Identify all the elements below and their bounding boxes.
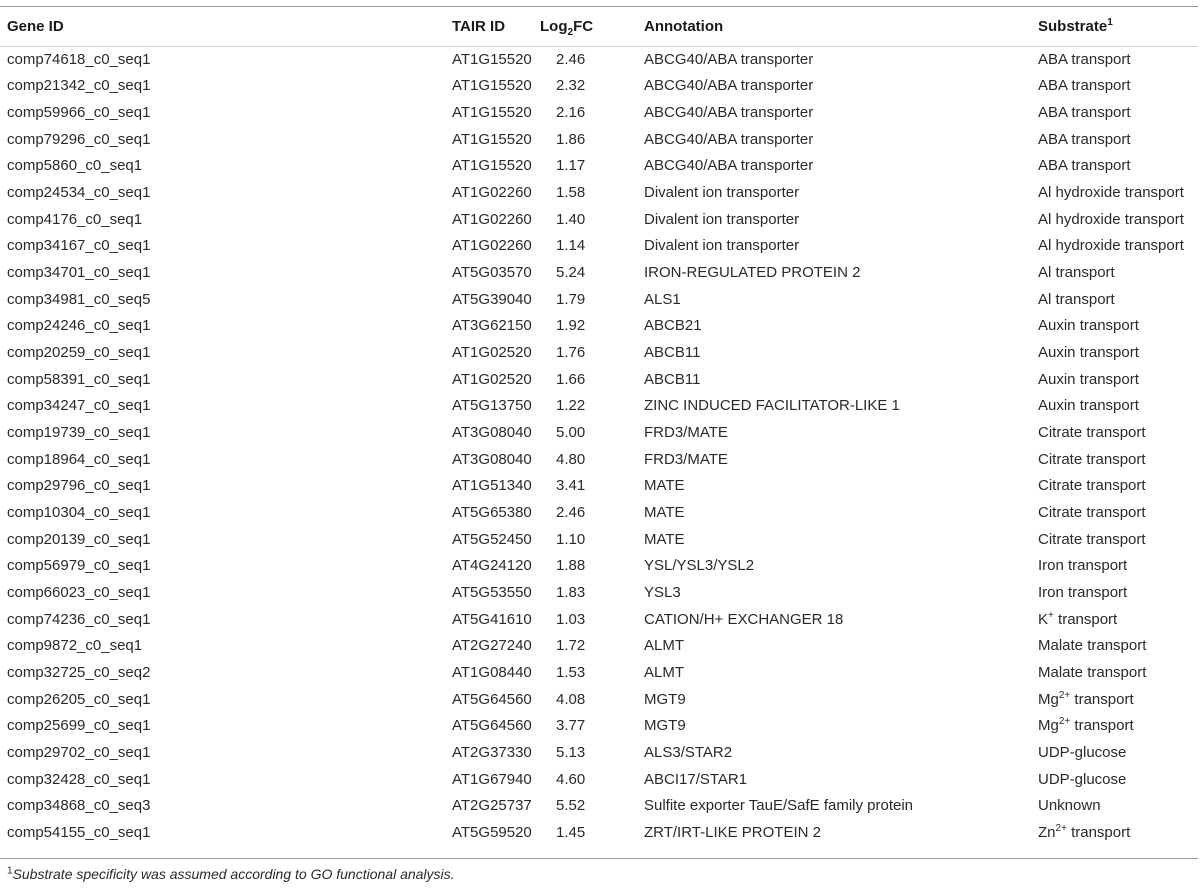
cell-log2fc: 5.00: [556, 424, 586, 442]
cell-substrate: [1031, 99, 1198, 126]
cell-gene-id: comp9872_c0_seq1: [7, 637, 143, 655]
cell-gene-id: comp32725_c0_seq2: [7, 663, 151, 681]
cell-gene-id: comp5860_c0_seq1: [7, 157, 143, 175]
substrate-text: Auxin transport: [1038, 397, 1139, 415]
cell-substrate: [1031, 819, 1198, 846]
cell-log2fc: 1.58: [556, 184, 586, 202]
cell-tair-id: AT5G53550: [452, 583, 532, 601]
cell-annotation: Divalent ion transporter: [644, 210, 800, 228]
cell-tair-id: AT4G24120: [452, 557, 532, 575]
cell-gene-id: comp66023_c0_seq1: [7, 583, 151, 601]
table-row: [0, 606, 1198, 633]
substrate-text: ABA transport: [1038, 130, 1131, 148]
cell-log2fc: 1.03: [556, 610, 586, 628]
cell-log2fc: 1.22: [556, 397, 586, 415]
cell-annotation: MGT9: [644, 690, 686, 708]
cell-gene-id: comp34167_c0_seq1: [7, 237, 151, 255]
substrate-text: Mg: [1038, 690, 1059, 708]
table-row: [0, 393, 1198, 420]
substrate-text: Malate transport: [1038, 663, 1147, 681]
cell-tair-id: AT1G02260: [452, 210, 532, 228]
cell-annotation: MATE: [644, 530, 685, 548]
table-row: [0, 179, 1198, 206]
table-row: [0, 126, 1198, 153]
cell-annotation: MGT9: [644, 717, 686, 735]
cell-gene-id: comp59966_c0_seq1: [7, 104, 151, 122]
cell-tair-id: AT1G02260: [452, 237, 532, 255]
cell-substrate: [1031, 126, 1198, 153]
substrate-text: Al hydroxide transport: [1038, 184, 1184, 202]
table-row: [0, 366, 1198, 393]
table-row: [0, 499, 1198, 526]
table-row: [0, 473, 1198, 500]
cell-log2fc: 5.13: [556, 743, 586, 761]
substrate-charge-superscript: 2+: [1058, 689, 1071, 701]
table-row: [0, 153, 1198, 180]
substrate-text: Auxin transport: [1038, 344, 1139, 362]
cell-gene-id: comp29702_c0_seq1: [7, 743, 151, 761]
cell-tair-id: AT5G39040: [452, 290, 532, 308]
cell-substrate: [1031, 46, 1198, 73]
cell-gene-id: comp21342_c0_seq1: [7, 77, 151, 95]
cell-substrate: [1031, 73, 1198, 100]
table-row: [0, 686, 1198, 713]
substrate-text: Auxin transport: [1038, 370, 1139, 388]
table-row: [0, 552, 1198, 579]
cell-tair-id: AT2G25737: [452, 797, 532, 815]
cell-log2fc: 1.10: [556, 530, 586, 548]
header-annotation: Annotation: [644, 17, 724, 35]
cell-tair-id: AT5G52450: [452, 530, 532, 548]
cell-annotation: YSL/YSL3/YSL2: [644, 557, 755, 575]
substrate-charge-superscript: +: [1048, 609, 1054, 621]
cell-substrate: [1031, 153, 1198, 180]
substrate-text: UDP-glucose: [1038, 743, 1127, 761]
cell-substrate: [1031, 446, 1198, 473]
cell-substrate: [1031, 419, 1198, 446]
cell-annotation: CATION/H+ EXCHANGER 18: [644, 610, 844, 628]
cell-gene-id: comp19739_c0_seq1: [7, 424, 151, 442]
cell-gene-id: comp34868_c0_seq3: [7, 797, 151, 815]
substrate-text: Citrate transport: [1038, 503, 1146, 521]
cell-annotation: ABCG40/ABA transporter: [644, 130, 814, 148]
cell-gene-id: comp74618_c0_seq1: [7, 50, 151, 68]
cell-substrate: [1031, 233, 1198, 260]
cell-annotation: ABCB11: [644, 370, 701, 388]
header-gene-id: Gene ID: [7, 17, 64, 35]
cell-annotation: YSL3: [644, 583, 681, 601]
table-row: [0, 792, 1198, 819]
cell-tair-id: AT1G02520: [452, 370, 532, 388]
header-log-subscript: 2: [567, 26, 574, 38]
table-row: [0, 739, 1198, 766]
cell-gene-id: comp29796_c0_seq1: [7, 477, 151, 495]
cell-log2fc: 2.46: [556, 503, 586, 521]
cell-substrate: [1031, 739, 1198, 766]
substrate-text-suffix: transport: [1070, 690, 1134, 708]
header-log-prefix: Log: [540, 17, 568, 35]
cell-gene-id: comp56979_c0_seq1: [7, 557, 151, 575]
cell-gene-id: comp32428_c0_seq1: [7, 770, 151, 788]
cell-annotation: Divalent ion transporter: [644, 237, 800, 255]
cell-tair-id: AT3G62150: [452, 317, 532, 335]
substrate-text: Unknown: [1038, 797, 1101, 815]
cell-annotation: ABCG40/ABA transporter: [644, 77, 814, 95]
cell-annotation: ABCB11: [644, 344, 701, 362]
cell-log2fc: 1.40: [556, 210, 586, 228]
substrate-text-suffix: transport: [1070, 717, 1134, 735]
substrate-text: Al hydroxide transport: [1038, 237, 1184, 255]
substrate-text: K: [1038, 610, 1049, 628]
cell-annotation: ALMT: [644, 663, 685, 681]
substrate-text: Al transport: [1038, 290, 1115, 308]
cell-log2fc: 1.66: [556, 370, 586, 388]
table-row: [0, 233, 1198, 260]
table-row: [0, 579, 1198, 606]
substrate-text: ABA transport: [1038, 157, 1131, 175]
footnote-text: Substrate specificity was assumed according to GO functional analysis.: [12, 866, 455, 882]
cell-gene-id: comp24534_c0_seq1: [7, 184, 151, 202]
cell-substrate: [1031, 712, 1198, 739]
cell-gene-id: comp10304_c0_seq1: [7, 503, 151, 521]
substrate-text: Citrate transport: [1038, 450, 1146, 468]
cell-gene-id: comp34701_c0_seq1: [7, 264, 151, 282]
substrate-charge-superscript: 2+: [1058, 716, 1071, 728]
cell-log2fc: 1.76: [556, 344, 586, 362]
cell-substrate: [1031, 686, 1198, 713]
cell-tair-id: AT5G64560: [452, 717, 532, 735]
header-log-suffix: FC: [573, 17, 594, 35]
substrate-charge-superscript: 2+: [1055, 822, 1067, 834]
cell-tair-id: AT1G67940: [452, 770, 532, 788]
cell-substrate: [1031, 632, 1198, 659]
substrate-text: Citrate transport: [1038, 530, 1146, 548]
cell-substrate: [1031, 286, 1198, 313]
footnote-marker: 1: [7, 865, 13, 877]
cell-substrate: [1031, 526, 1198, 553]
cell-log2fc: 1.72: [556, 637, 586, 655]
table-row: [0, 73, 1198, 100]
cell-tair-id: AT3G08040: [452, 424, 532, 442]
cell-annotation: MATE: [644, 503, 685, 521]
cell-annotation: ABCG40/ABA transporter: [644, 50, 814, 68]
cell-substrate: [1031, 259, 1198, 286]
cell-substrate: [1031, 499, 1198, 526]
cell-log2fc: 1.92: [556, 317, 586, 335]
substrate-text-suffix: transport: [1053, 610, 1118, 628]
table-row: [0, 99, 1198, 126]
header-substrate-label: Substrate: [1038, 17, 1108, 35]
cell-log2fc: 3.77: [556, 717, 586, 735]
table-row: [0, 766, 1198, 793]
cell-tair-id: AT1G08440: [452, 663, 532, 681]
table-row: [0, 446, 1198, 473]
cell-annotation: Sulfite exporter TauE/SafE family protein: [644, 797, 914, 815]
cell-substrate: [1031, 206, 1198, 233]
cell-log2fc: 1.86: [556, 130, 586, 148]
cell-substrate: [1031, 366, 1198, 393]
table-row: [0, 712, 1198, 739]
cell-tair-id: AT5G03570: [452, 264, 532, 282]
cell-tair-id: AT1G15520: [452, 104, 532, 122]
header-substrate-footnote-marker: 1: [1107, 16, 1113, 28]
cell-log2fc: 4.80: [556, 450, 586, 468]
cell-annotation: MATE: [644, 477, 685, 495]
cell-log2fc: 2.16: [556, 104, 586, 122]
substrate-text: Zn: [1038, 823, 1056, 841]
cell-log2fc: 5.52: [556, 797, 586, 815]
cell-substrate: [1031, 579, 1198, 606]
cell-substrate: [1031, 393, 1198, 420]
cell-gene-id: comp4176_c0_seq1: [7, 210, 143, 228]
substrate-text: Iron transport: [1038, 583, 1128, 601]
table-row: [0, 339, 1198, 366]
cell-tair-id: AT2G37330: [452, 743, 532, 761]
cell-gene-id: comp24246_c0_seq1: [7, 317, 151, 335]
cell-substrate: [1031, 792, 1198, 819]
substrate-text: Iron transport: [1038, 557, 1128, 575]
substrate-text: Auxin transport: [1038, 317, 1139, 335]
cell-substrate: [1031, 179, 1198, 206]
cell-substrate: [1031, 606, 1198, 633]
cell-tair-id: AT1G51340: [452, 477, 532, 495]
cell-annotation: ZINC INDUCED FACILITATOR-LIKE 1: [644, 397, 900, 415]
table-row: [0, 286, 1198, 313]
gene-transporter-table: [0, 6, 1198, 846]
substrate-text: Citrate transport: [1038, 424, 1146, 442]
cell-tair-id: AT1G15520: [452, 130, 532, 148]
cell-tair-id: AT3G08040: [452, 450, 532, 468]
cell-annotation: FRD3/MATE: [644, 450, 728, 468]
table-row: [0, 259, 1198, 286]
cell-gene-id: comp58391_c0_seq1: [7, 370, 151, 388]
cell-gene-id: comp20139_c0_seq1: [7, 530, 151, 548]
cell-tair-id: AT1G15520: [452, 157, 532, 175]
cell-log2fc: 3.41: [556, 477, 586, 495]
substrate-text: Citrate transport: [1038, 477, 1146, 495]
table-row: [0, 206, 1198, 233]
cell-gene-id: comp25699_c0_seq1: [7, 717, 151, 735]
cell-gene-id: comp34981_c0_seq5: [7, 290, 151, 308]
cell-tair-id: AT1G15520: [452, 77, 532, 95]
table-row: [0, 419, 1198, 446]
table-row: [0, 313, 1198, 340]
cell-gene-id: comp18964_c0_seq1: [7, 450, 151, 468]
substrate-text: Al transport: [1038, 264, 1115, 282]
cell-gene-id: comp20259_c0_seq1: [7, 344, 151, 362]
substrate-text-suffix: transport: [1066, 823, 1131, 841]
cell-log2fc: 2.46: [556, 50, 586, 68]
cell-log2fc: 1.88: [556, 557, 586, 575]
cell-annotation: ALMT: [644, 637, 685, 655]
cell-annotation: ZRT/IRT-LIKE PROTEIN 2: [644, 823, 821, 841]
table-row: [0, 819, 1198, 846]
cell-gene-id: comp79296_c0_seq1: [7, 130, 151, 148]
cell-tair-id: AT5G13750: [452, 397, 532, 415]
substrate-text: Al hydroxide transport: [1038, 210, 1184, 228]
cell-annotation: IRON-REGULATED PROTEIN 2: [644, 264, 861, 282]
cell-gene-id: comp54155_c0_seq1: [7, 823, 151, 841]
cell-log2fc: 1.45: [556, 823, 586, 841]
cell-annotation: ALS1: [644, 290, 681, 308]
cell-log2fc: 1.83: [556, 583, 586, 601]
cell-log2fc: 4.08: [556, 690, 586, 708]
cell-annotation: ALS3/STAR2: [644, 743, 733, 761]
substrate-text: ABA transport: [1038, 104, 1131, 122]
cell-substrate: [1031, 339, 1198, 366]
substrate-text: Malate transport: [1038, 637, 1147, 655]
cell-tair-id: AT5G64560: [452, 690, 532, 708]
cell-log2fc: 1.53: [556, 663, 586, 681]
table-footnote: [7, 866, 455, 882]
substrate-text: ABA transport: [1038, 50, 1131, 68]
substrate-text: ABA transport: [1038, 77, 1131, 95]
table-body: [0, 46, 1198, 846]
cell-substrate: [1031, 313, 1198, 340]
cell-log2fc: 5.24: [556, 264, 586, 282]
cell-log2fc: 4.60: [556, 770, 586, 788]
cell-log2fc: 1.14: [556, 237, 586, 255]
cell-tair-id: AT5G41610: [452, 610, 532, 628]
cell-annotation: FRD3/MATE: [644, 424, 728, 442]
header-substrate: [1031, 6, 1198, 46]
table-row: [0, 46, 1198, 73]
cell-gene-id: comp34247_c0_seq1: [7, 397, 151, 415]
table-bottom-rule: [0, 858, 1198, 859]
cell-gene-id: comp74236_c0_seq1: [7, 610, 151, 628]
cell-annotation: ABCI17/STAR1: [644, 770, 748, 788]
cell-gene-id: comp26205_c0_seq1: [7, 690, 151, 708]
cell-annotation: ABCB21: [644, 317, 702, 335]
substrate-text: Mg: [1038, 717, 1059, 735]
cell-annotation: ABCG40/ABA transporter: [644, 157, 814, 175]
header-tair-id: TAIR ID: [452, 17, 506, 35]
cell-tair-id: AT5G65380: [452, 503, 532, 521]
cell-annotation: ABCG40/ABA transporter: [644, 104, 814, 122]
substrate-text: UDP-glucose: [1038, 770, 1127, 788]
cell-tair-id: AT1G15520: [452, 50, 532, 68]
cell-substrate: [1031, 473, 1198, 500]
cell-log2fc: 1.79: [556, 290, 586, 308]
cell-log2fc: 2.32: [556, 77, 586, 95]
table-row: [0, 659, 1198, 686]
table-header-row: [0, 6, 1198, 46]
cell-substrate: [1031, 659, 1198, 686]
cell-tair-id: AT5G59520: [452, 823, 532, 841]
table-row: [0, 632, 1198, 659]
cell-log2fc: 1.17: [556, 157, 586, 175]
cell-annotation: Divalent ion transporter: [644, 184, 800, 202]
cell-substrate: [1031, 766, 1198, 793]
cell-substrate: [1031, 552, 1198, 579]
cell-tair-id: AT2G27240: [452, 637, 532, 655]
cell-tair-id: AT1G02520: [452, 344, 532, 362]
table-row: [0, 526, 1198, 553]
cell-tair-id: AT1G02260: [452, 184, 532, 202]
